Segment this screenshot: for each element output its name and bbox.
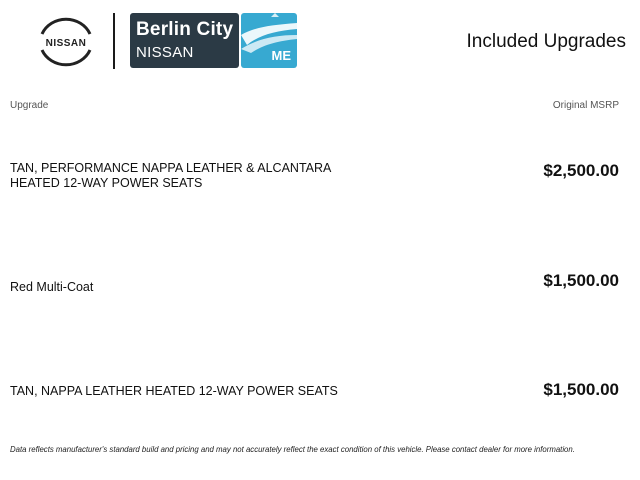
page-title: Included Upgrades xyxy=(466,31,626,52)
dealer-name: Berlin City xyxy=(136,19,234,40)
column-header-msrp: Original MSRP xyxy=(552,100,619,111)
nissan-logo-text: NISSAN xyxy=(45,38,87,49)
upgrade-name: Red Multi-Coat xyxy=(10,280,94,294)
upgrade-price: $1,500.00 xyxy=(543,380,619,399)
upgrade-name: TAN, PERFORMANCE NAPPA LEATHER & ALCANTARA HEATED 12-WAY POWER SEATS xyxy=(10,161,331,190)
logo-divider xyxy=(113,13,115,69)
state-badge xyxy=(241,13,297,68)
dealer-brand: NISSAN xyxy=(136,44,194,61)
upgrade-price: $1,500.00 xyxy=(543,271,619,290)
column-header-upgrade: Upgrade xyxy=(10,100,49,111)
dealer-badge xyxy=(130,13,239,68)
state-badge-label: ME xyxy=(271,48,291,63)
disclaimer: Data reflects manufacturer's standard build and pricing and may not accurately reflect the exact condition of this vehicle. Please contact dealer for more information. xyxy=(10,445,575,454)
nissan-logo xyxy=(34,16,98,68)
upgrade-name: TAN, NAPPA LEATHER HEATED 12-WAY POWER SEATS xyxy=(10,384,338,398)
upgrade-price: $2,500.00 xyxy=(543,161,619,180)
